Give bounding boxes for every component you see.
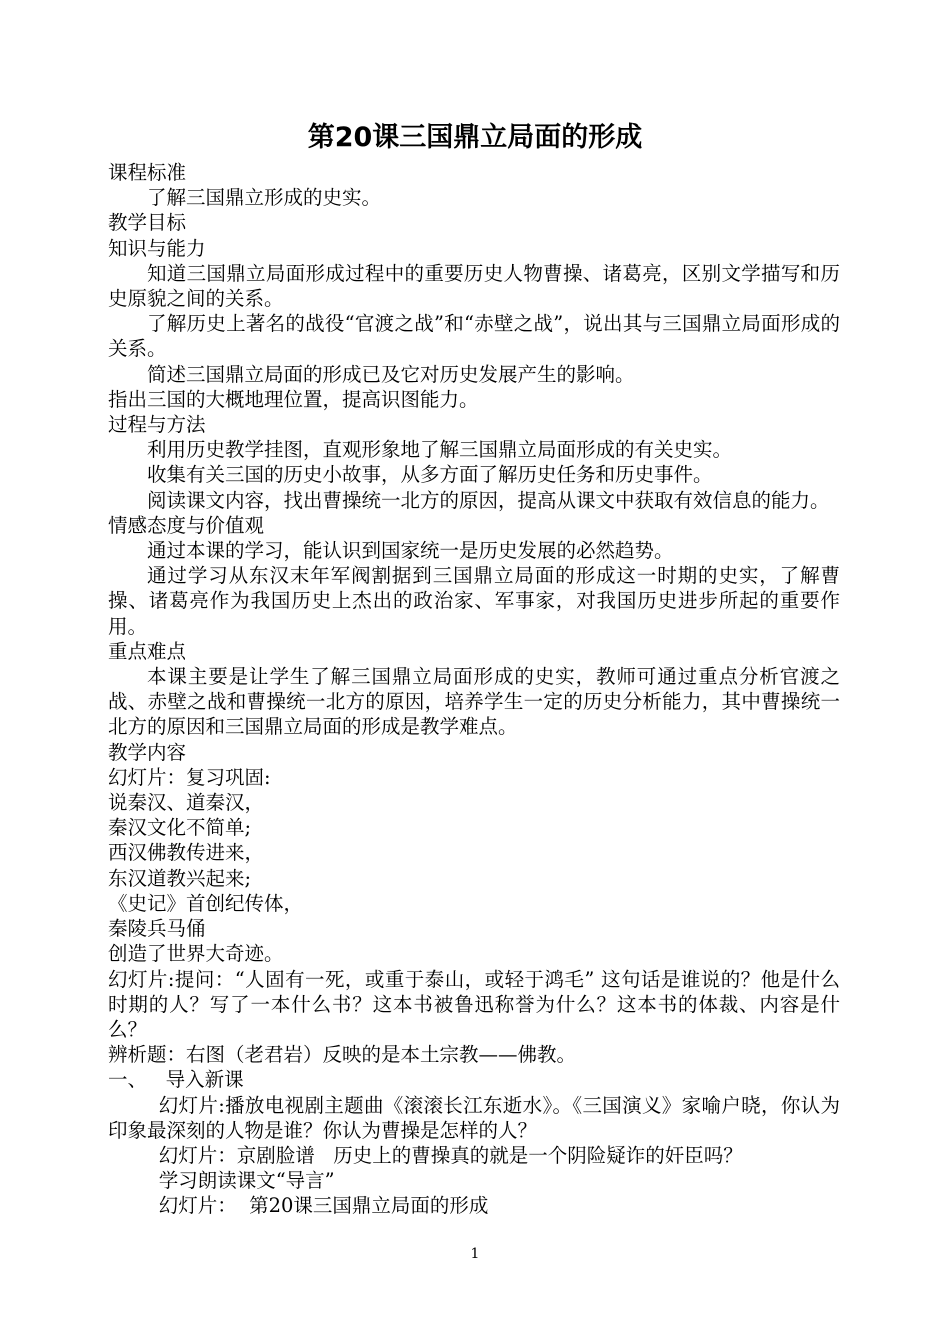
slide-line: 幻灯片：复习巩固: [108, 765, 271, 789]
heading-process-method: 过程与方法 [108, 413, 206, 437]
paragraph: 指出三国的大概地理位置，提高识图能力。 [108, 387, 479, 411]
verse-line: 说秦汉、道秦汉， [108, 791, 265, 815]
slide-line: 幻灯片:播放电视剧主题曲《滚滚长江东逝水》。《三国演义》家喻户晓，你认为印象最深刻的人物是谁？你认为曹操是怎样的人？ [108, 1093, 840, 1142]
verse-line: 秦汉文化不简单; [108, 816, 252, 840]
heading-teaching-goals: 教学目标 [108, 211, 187, 235]
paragraph: 知道三国鼎立局面形成过程中的重要历史人物曹操、诸葛亮，区别文学描写和历史原貌之间的关系。 [108, 261, 840, 311]
slide-line: 幻灯片： 第20课三国鼎立局面的形成 [158, 1194, 489, 1218]
paragraph: 本课主要是让学生了解三国鼎立局面形成的史实，教师可通过重点分析官渡之战、赤壁之战和曹操统一北方的原因，培养学生一定的历史分析能力，其中曹操统一北方的原因和三国鼎立局面的形成是教学难点。 [108, 665, 840, 739]
paragraph: 收集有关三国的历史小故事，从多方面了解历史任务和历史事件。 [147, 463, 713, 487]
heading-emotion-values: 情感态度与价值观 [108, 513, 265, 537]
paragraph: 简述三国鼎立局面的形成已及它对历史发展产生的影响。 [147, 362, 635, 386]
discrimination-question: 辨析题：右图（老君岩）反映的是本土宗教——佛教。 [108, 1043, 577, 1067]
paragraph: 利用历史教学挂图，直观形象地了解三国鼎立局面形成的有关史实。 [147, 438, 733, 462]
verse-line: 西汉佛教传进来， [108, 841, 265, 865]
paragraph: 通过本课的学习，能认识到国家统一是历史发展的必然趋势。 [147, 539, 674, 563]
verse-line: 秦陵兵马俑 [108, 917, 206, 941]
page-number: 1 [470, 1246, 480, 1262]
verse-line: 东汉道教兴起来; [108, 866, 252, 890]
document-title: 第20课三国鼎立局面的形成 [307, 122, 643, 153]
slide-line: 幻灯片：京剧脸谱 历史上的曹操真的就是一个阴险疑诈的奸臣吗？ [158, 1143, 743, 1167]
document-body [108, 160, 840, 1219]
paragraph: 学习朗读课文“导言” [158, 1169, 335, 1193]
paragraph: 阅读课文内容，找出曹操统一北方的原因，提高从课文中获取有效信息的能力。 [147, 488, 830, 512]
heading-key-difficulties: 重点难点 [108, 639, 187, 663]
section-heading-intro: 一、 导入新课 [108, 1068, 244, 1092]
paragraph: 通过学习从东汉末年军阀割据到三国鼎立局面的形成这一时期的史实，了解曹操、诸葛亮作为我国历史上杰出的政治家、军事家，对我国历史进步所起的重要作用。 [108, 564, 840, 638]
verse-line: 创造了世界大奇迹。 [108, 942, 284, 966]
heading-curriculum-standard: 课程标准 [108, 161, 187, 184]
paragraph: 了解三国鼎立形成的史实。 [147, 186, 382, 210]
heading-teaching-content: 教学内容 [108, 740, 187, 764]
slide-question: 幻灯片:提问：“人固有一死，或重于泰山，或轻于鸿毛” 这句话是谁说的？他是什么时期的人？写了一本什么书？这本书被鲁迅称誉为什么？这本书的体裁、内容是什么？ [108, 967, 840, 1041]
paragraph: 了解历史上著名的战役“官渡之战”和“赤壁之战”，说出其与三国鼎立局面形成的关系。 [108, 312, 840, 361]
verse-line: 《史记》首创纪传体， [108, 891, 304, 915]
heading-knowledge-ability: 知识与能力 [108, 236, 206, 260]
